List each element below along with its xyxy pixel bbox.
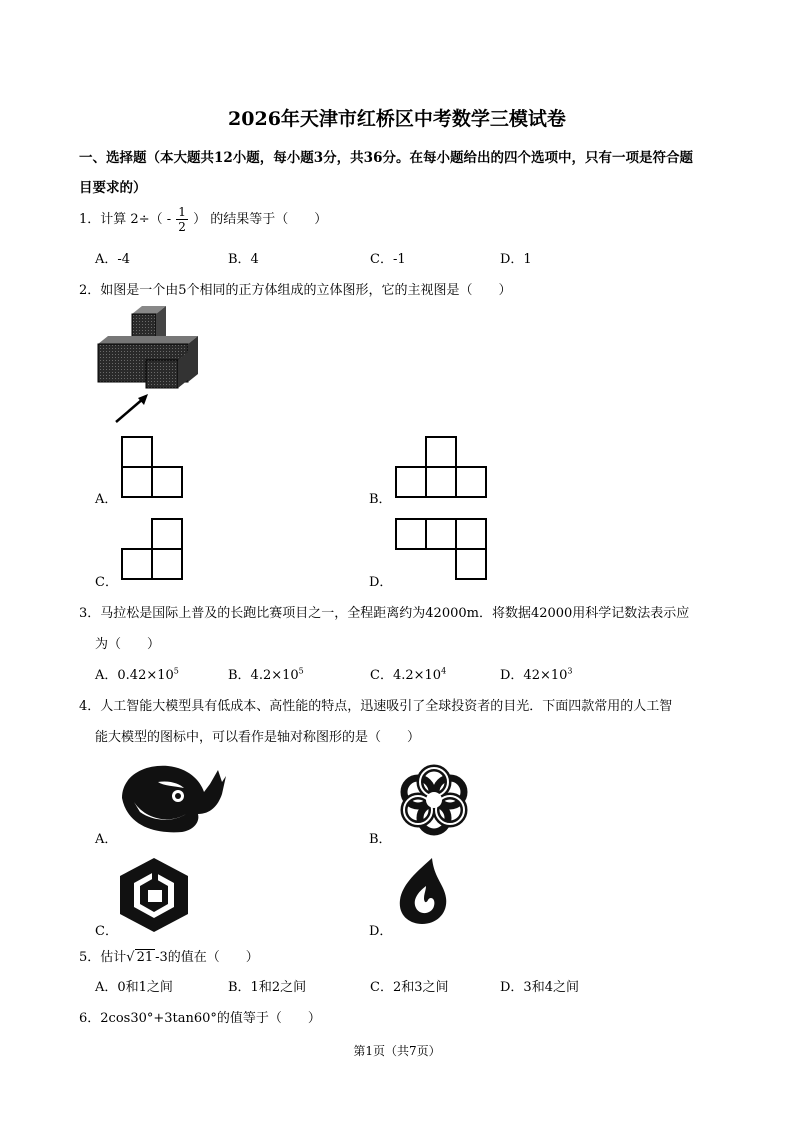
question-4-line1: 4．人工智能大模型具有低成本、高性能的特点，迅速吸引了全球投资者的目光．下面四款常用的人工智: [79, 699, 673, 714]
q4-option-d-label: D．: [369, 924, 393, 939]
page-title: 2026年天津市红桥区中考数学三模试卷: [228, 108, 566, 130]
q1-prefix: 1．计算: [79, 212, 127, 227]
q1-fraction: [176, 205, 188, 234]
question-2: 2．如图是一个由5个相同的正方体组成的立体图形，它的主视图是（ ）: [79, 283, 512, 298]
q4-option-b-label: B．: [369, 832, 392, 847]
q2-option-a-label: A．: [95, 492, 118, 507]
q3-option-b: B．$4.2\times 10^5$: [228, 666, 304, 683]
q1-expr-b: ）: [193, 212, 207, 227]
q5-suffix: -3的值在（ ）: [155, 950, 259, 965]
q2-option-d-figure: [394, 518, 488, 580]
q2-option-c-figure: [120, 518, 184, 580]
question-5: [79, 946, 259, 965]
question-1: [79, 205, 327, 234]
q1-option-c: C．-1: [370, 252, 406, 267]
sqrt-icon: √: [126, 950, 135, 965]
q5-option-c: C．2和3之间: [370, 980, 449, 995]
knot-logo-icon: [396, 762, 472, 838]
q1-minus: -: [166, 212, 172, 227]
q1-numerator: 1: [178, 205, 186, 219]
q2-option-b-label: B．: [369, 492, 392, 507]
q1-denominator: 2: [178, 220, 186, 234]
q5-prefix: 5．估计: [79, 950, 127, 965]
q1-expr-a: 2÷（: [130, 212, 163, 227]
q2-cube-figure: [94, 306, 206, 426]
section-heading-line2: 目要求的）: [79, 180, 147, 196]
q3-option-a: A．$0.42\times 10^5$: [95, 666, 179, 683]
page-footer: 第1页（共7页）: [353, 1044, 441, 1058]
q4-option-a-label: A．: [95, 832, 118, 847]
q2-option-b-figure: [394, 436, 488, 498]
q1-option-b: B．4: [228, 252, 259, 267]
q5-option-a: A．0和1之间: [95, 980, 173, 995]
question-6: 6．2cos30°+3tan60°的值等于（ ）: [79, 1011, 321, 1026]
q5-option-d: D．3和4之间: [500, 980, 579, 995]
q1-option-a: A．-4: [95, 252, 131, 267]
flame-drop-logo-icon: [394, 856, 450, 926]
q2-option-d-label: D．: [369, 575, 393, 590]
q2-option-a-figure: [120, 436, 184, 498]
q4-option-c-label: C．: [95, 924, 118, 939]
q5-option-b: B．1和2之间: [228, 980, 307, 995]
question-3-line1: 3．马拉松是国际上普及的长跑比赛项目之一，全程距离约为42000m．将数据42000用科学记数法表示应: [79, 606, 690, 621]
q2-option-c-label: C．: [95, 575, 118, 590]
hexagon-cube-logo-icon: [118, 856, 190, 934]
whale-logo-icon: [118, 762, 228, 834]
q3-option-c: C．$4.2\times 10^4$: [370, 666, 447, 683]
section-heading-line1: 一、选择题（本大题共12小题，每小题3分，共36分。在每小题给出的四个选项中，只有一项是符合题: [79, 150, 693, 166]
q1-suffix: 的结果等于（ ）: [210, 212, 328, 227]
question-4-line2: 能大模型的图标中，可以看作是轴对称图形的是（ ）: [95, 730, 421, 745]
q5-radicand: 21: [136, 950, 154, 965]
q3-option-d: D．$42\times 10^3$: [500, 666, 573, 683]
q1-option-d: D．1: [500, 252, 532, 267]
question-3-line2: 为（ ）: [95, 637, 161, 652]
